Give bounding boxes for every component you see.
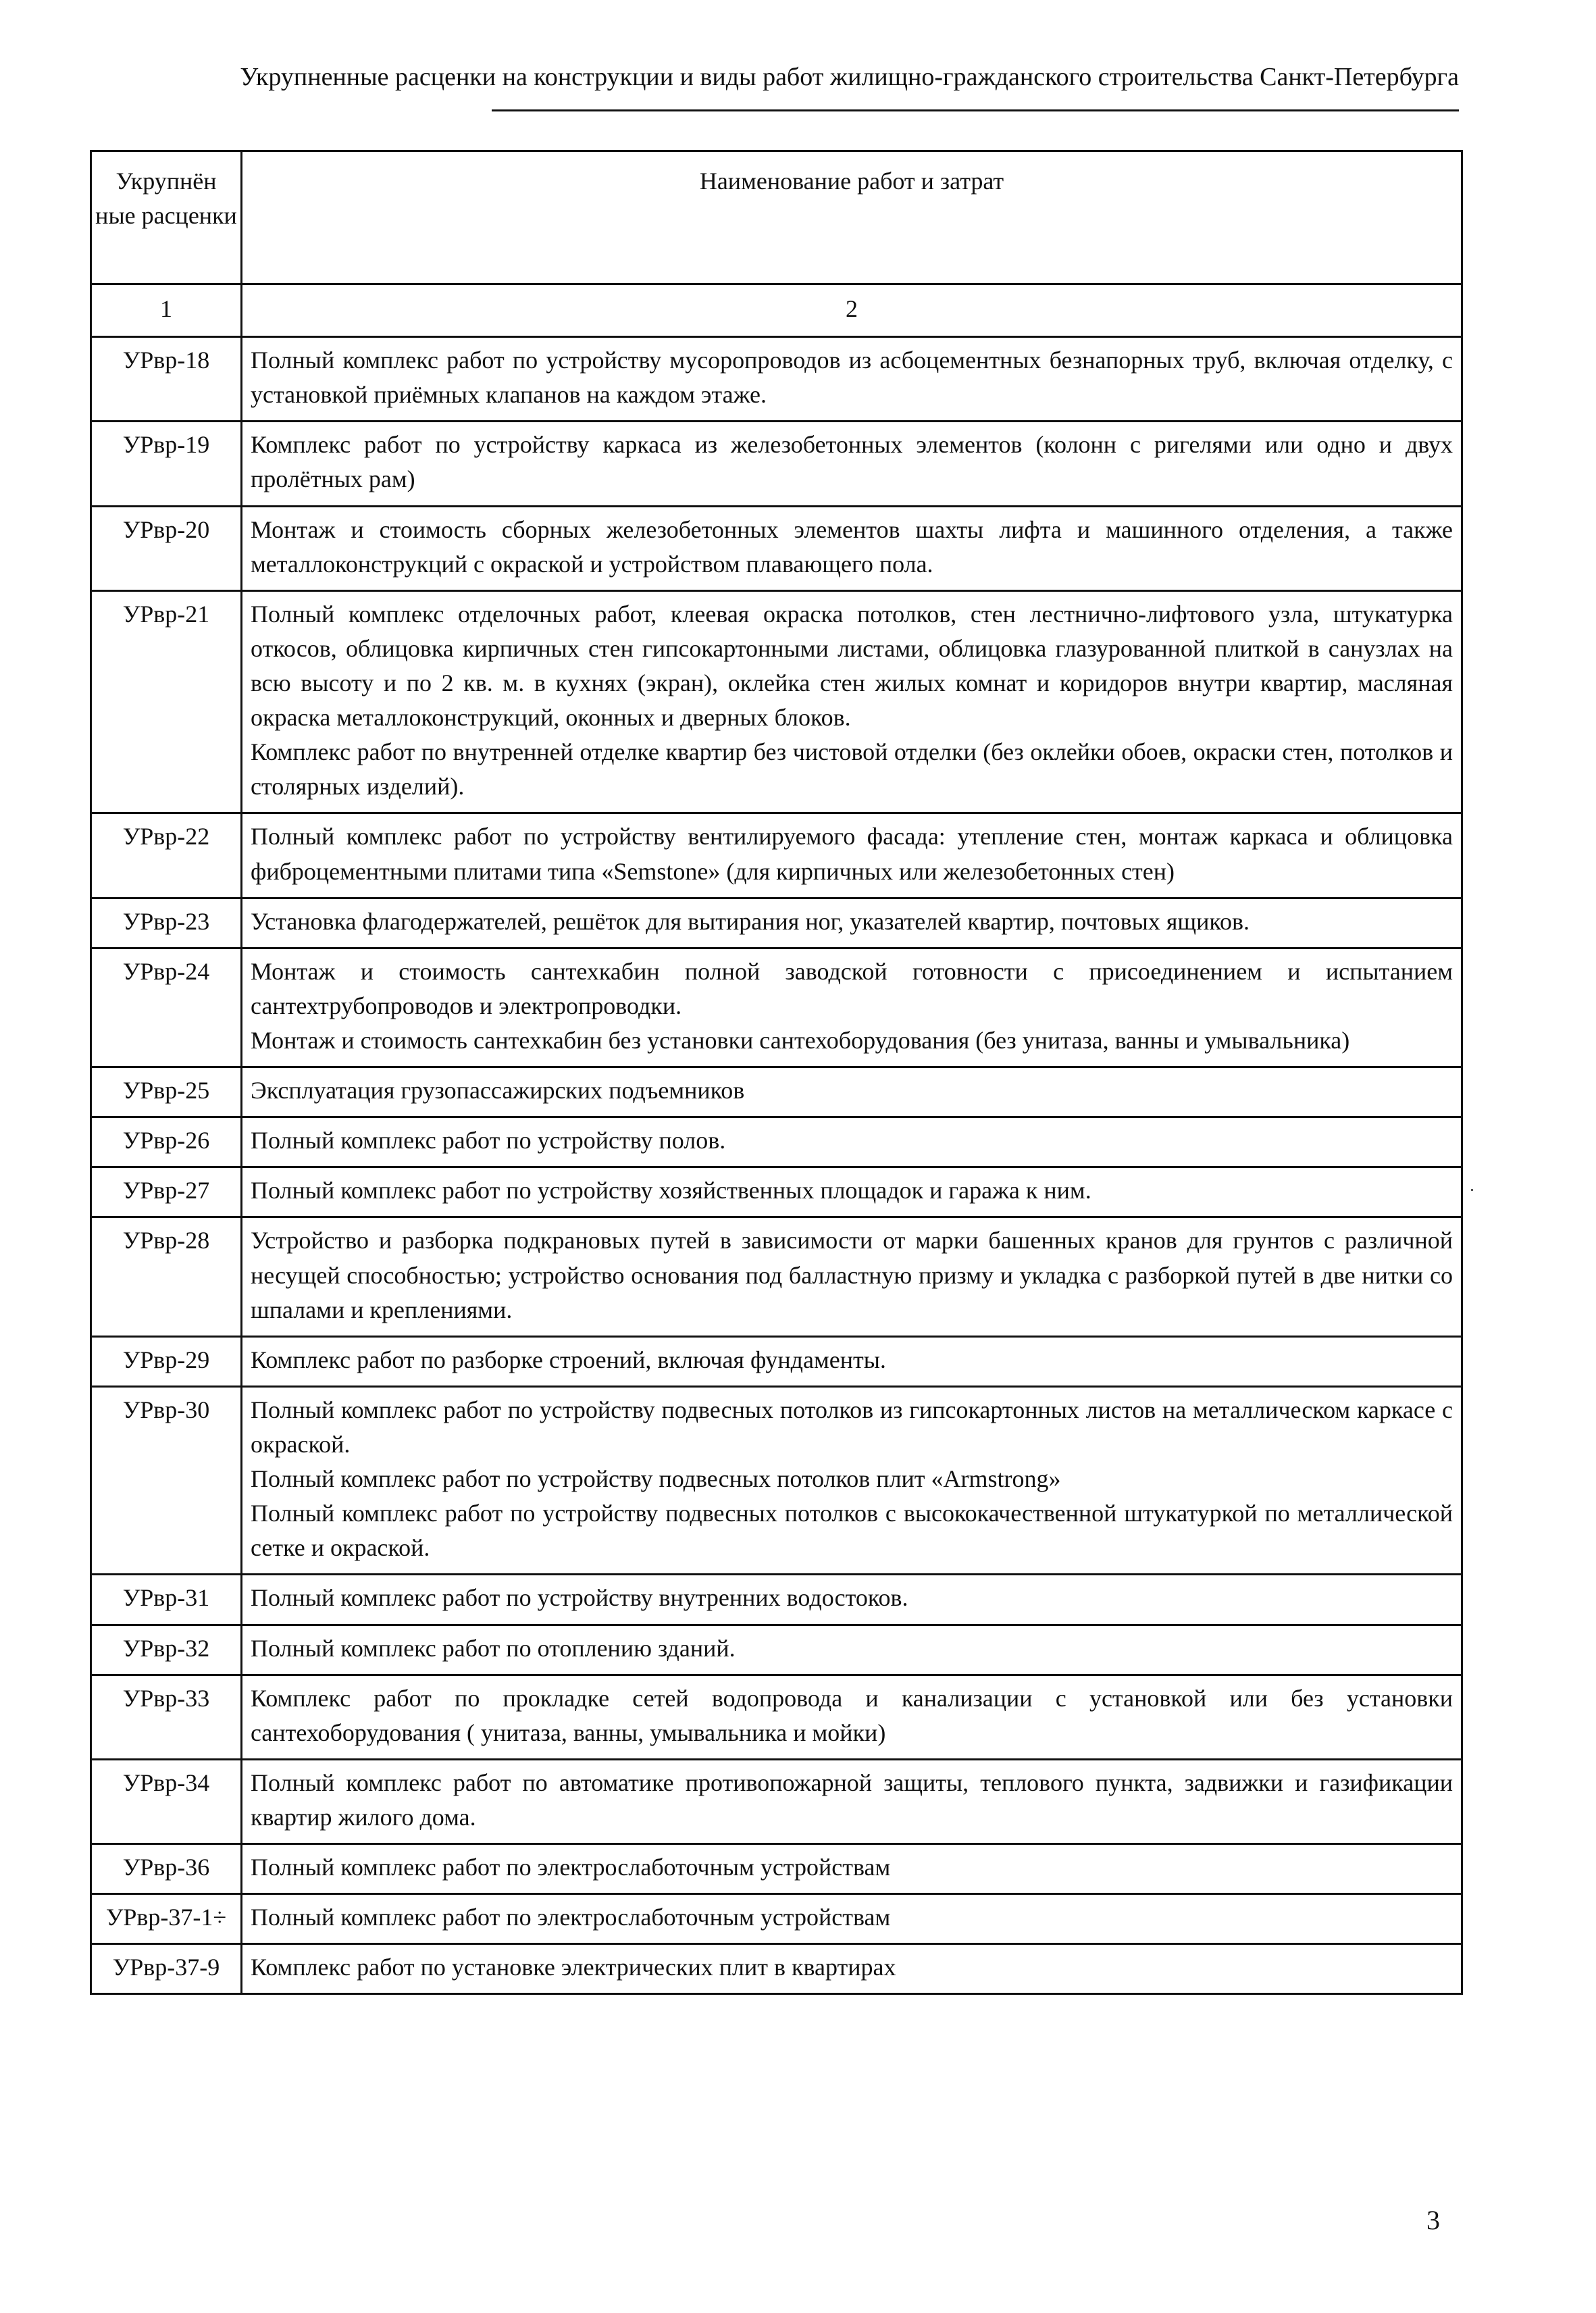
- work-description: [242, 1894, 1462, 1944]
- description-paragraph: Полный комплекс работ по устройству подвесных потолков из гипсокартонных листов на металлическом каркасе с окраской.: [251, 1396, 1453, 1458]
- description-paragraph: Комплекс работ по устройству каркаса из железобетонных элементов (колонн с ригелями или одно и двух пролётных рам): [251, 431, 1453, 493]
- rate-code: УРвр-22: [91, 813, 242, 898]
- table-row: [91, 898, 1462, 948]
- col-number-1: 1: [91, 284, 242, 337]
- description-paragraph: Полный комплекс работ по устройству мусоропроводов из асбоцементных безнапорных труб, включая отделку, с установкой приёмных клапанов на каждом этаже.: [251, 347, 1453, 409]
- description-paragraph: Установка флагодержателей, решёток для вытирания ног, указателей квартир, почтовых ящиков.: [251, 907, 1250, 935]
- table-row: [91, 1844, 1462, 1894]
- table-row: [91, 1759, 1462, 1844]
- work-description: [242, 506, 1462, 590]
- rate-code: УРвр-18: [91, 337, 242, 422]
- table-row: [91, 590, 1462, 813]
- table-row: [91, 1575, 1462, 1625]
- description-paragraph: Полный комплекс работ по устройству хозяйственных площадок и гаража к ним.: [251, 1177, 1091, 1204]
- work-description: [242, 1844, 1462, 1894]
- work-description: [242, 1675, 1462, 1759]
- description-paragraph: Комплекс работ по разборке строений, включая фундаменты.: [251, 1346, 886, 1373]
- col-header-description: Наименование работ и затрат: [242, 151, 1462, 284]
- rates-table: [90, 150, 1463, 1995]
- description-paragraph: Монтаж и стоимость сборных железобетонных элементов шахты лифта и машинного отделения, а также металлоконструкций с окраской и устройством плавающего пола.: [251, 515, 1453, 578]
- description-paragraph: Полный комплекс работ по устройству полов.: [251, 1127, 726, 1154]
- col-number-2: 2: [242, 284, 1462, 337]
- table-header-row: [91, 151, 1462, 284]
- rate-code: УРвр-24: [91, 948, 242, 1067]
- table-row: [91, 1625, 1462, 1675]
- description-paragraph: Полный комплекс отделочных работ, клеевая окраска потолков, стен лестнично-лифтового узла, штукатурка откосов, облицовка кирпичных стен гипсокартонными листами, облицовка глазурованной плиткой в санузлах на всю высоту и по 2 кв. м. в кухнях (экран), оклейка стен жилых комнат и коридоров внутри квартир, масляная окраска металлоконструкций, оконных и дверных блоков.: [251, 600, 1453, 732]
- rate-code: УРвр-37-9: [91, 1944, 242, 1994]
- header-underline: [492, 109, 1459, 111]
- work-description: [242, 1217, 1462, 1336]
- rate-code: УРвр-32: [91, 1625, 242, 1675]
- table-row: [91, 337, 1462, 422]
- table-row: [91, 948, 1462, 1067]
- description-paragraph: Комплекс работ по внутренней отделке квартир без чистовой отделки (без оклейки обоев, окраски стен, потолков и столярных изделий).: [251, 738, 1453, 800]
- rate-code: УРвр-19: [91, 422, 242, 506]
- table-row: [91, 1386, 1462, 1575]
- rate-code: УРвр-30: [91, 1386, 242, 1575]
- table-row: [91, 1067, 1462, 1117]
- table-row: [91, 1117, 1462, 1167]
- description-paragraph: Полный комплекс работ по устройству подвесных потолков с высококачественной штукатуркой по металлической сетке и окраской.: [251, 1500, 1453, 1562]
- work-description: [242, 1067, 1462, 1117]
- work-description: [242, 1167, 1462, 1217]
- rate-code: УРвр-25: [91, 1067, 242, 1117]
- description-paragraph: Полный комплекс работ по электрослаботочным устройствам: [251, 1904, 891, 1931]
- description-paragraph: Комплекс работ по установке электрических плит в квартирах: [251, 1954, 896, 1981]
- rate-code: УРвр-34: [91, 1759, 242, 1844]
- description-paragraph: Полный комплекс работ по устройству подвесных потолков плит «Armstrong»: [251, 1465, 1061, 1493]
- table-row: [91, 1944, 1462, 1994]
- work-description: [242, 948, 1462, 1067]
- work-description: [242, 898, 1462, 948]
- table-row: [91, 813, 1462, 898]
- rate-code: УРвр-37-1÷: [91, 1894, 242, 1944]
- description-paragraph: Полный комплекс работ по автоматике противопожарной защиты, теплового пункта, задвижки и газификации квартир жилого дома.: [251, 1769, 1453, 1831]
- rate-code: УРвр-20: [91, 506, 242, 590]
- description-paragraph: Монтаж и стоимость сантехкабин без установки сантехоборудования (без унитаза, ванны и умывальника): [251, 1026, 1350, 1054]
- table-row: [91, 1336, 1462, 1386]
- work-description: [242, 1386, 1462, 1575]
- work-description: [242, 1944, 1462, 1994]
- table-row: [91, 1167, 1462, 1217]
- work-description: [242, 337, 1462, 422]
- page-number: 3: [1426, 2205, 1440, 2235]
- col-header-code: Укрупнён ные расценки: [91, 151, 242, 284]
- table-row: [91, 506, 1462, 590]
- work-description: [242, 1625, 1462, 1675]
- description-paragraph: Полный комплекс работ по устройству внутренних водостоков.: [251, 1584, 908, 1612]
- scan-speck: [1471, 1189, 1473, 1191]
- description-paragraph: Эксплуатация грузопассажирских подъемников: [251, 1077, 745, 1104]
- table-row: [91, 1675, 1462, 1759]
- rate-code: УРвр-28: [91, 1217, 242, 1336]
- running-header: Укрупненные расценки на конструкции и виды работ жилищно-гражданского строительства Санкт-Петербурга: [240, 63, 1459, 91]
- rate-code: УРвр-36: [91, 1844, 242, 1894]
- work-description: [242, 590, 1462, 813]
- work-description: [242, 1575, 1462, 1625]
- rate-code: УРвр-26: [91, 1117, 242, 1167]
- work-description: [242, 1759, 1462, 1844]
- description-paragraph: Монтаж и стоимость сантехкабин полной заводской готовности с присоединением и испытанием сантехтрубопроводов и электропроводки.: [251, 957, 1453, 1019]
- rate-code: УРвр-21: [91, 590, 242, 813]
- column-number-row: [91, 284, 1462, 337]
- description-paragraph: Полный комплекс работ по устройству вентилируемого фасада: утепление стен, монтаж каркаса и облицовка фиброцементными плитами типа «Semstone» (для кирпичных или железобетонных стен): [251, 823, 1453, 885]
- table-row: [91, 422, 1462, 506]
- work-description: [242, 1336, 1462, 1386]
- table-row: [91, 1217, 1462, 1336]
- work-description: [242, 1117, 1462, 1167]
- rate-code: УРвр-31: [91, 1575, 242, 1625]
- rates-table-body: [91, 151, 1462, 1994]
- work-description: [242, 422, 1462, 506]
- description-paragraph: Комплекс работ по прокладке сетей водопровода и канализации с установкой или без установки сантехоборудования ( унитаза, ванны, умывальника и мойки): [251, 1684, 1453, 1746]
- rate-code: УРвр-23: [91, 898, 242, 948]
- rate-code: УРвр-33: [91, 1675, 242, 1759]
- description-paragraph: Полный комплекс работ по электрослаботочным устройствам: [251, 1854, 891, 1881]
- table-row: [91, 1894, 1462, 1944]
- rate-code: УРвр-27: [91, 1167, 242, 1217]
- description-paragraph: Полный комплекс работ по отоплению зданий.: [251, 1634, 736, 1662]
- work-description: [242, 813, 1462, 898]
- rate-code: УРвр-29: [91, 1336, 242, 1386]
- description-paragraph: Устройство и разборка подкрановых путей в зависимости от марки башенных кранов для грунтов с различной несущей способностью; устройство основания под балластную призму и укладка с разборкой путей в две нитки со шпалами и креплениями.: [251, 1227, 1453, 1323]
